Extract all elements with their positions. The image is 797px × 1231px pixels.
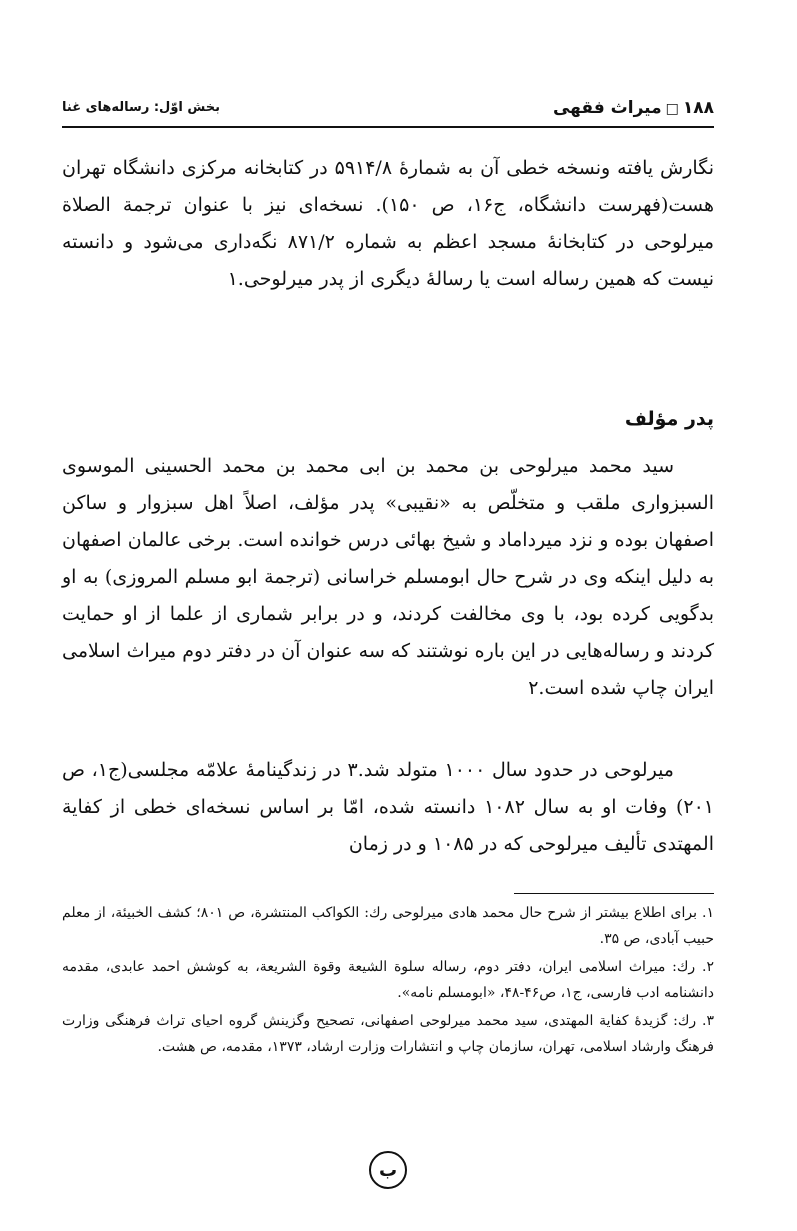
- paragraph-birth-death: میرلوحی در حدود سال ۱۰۰۰ متولد شد.۳ در زندگینامهٔ علامّه مجلسی(ج۱، ص ۲۰۱) وفات او به سال ۱۰۸۲ دانسته شده، امّا بر اساس نسخه‌ای خطی از کفایة المهتدی تألیف میرلوحی که در ۱۰۸۵ و در زمان: [62, 759, 714, 855]
- footnotes: [62, 900, 714, 1062]
- paragraph-manuscript-info: نگارش یافته ونسخه خطی آن به شمارهٔ ۵۹۱۴/۸ در کتابخانه مرکزی دانشگاه تهران هست(فهرست دانشگاه، ج۱۶، ص ۱۵۰). نسخه‌ای نیز با عنوان ترجمة الصلاة میرلوحی در کتابخانهٔ مسجد اعظم به شماره ۸۷۱/۲ نگه‌داری می‌شود و دانسته نیست که همین رساله است یا رسالهٔ دیگری از پدر میرلوحی.۱: [62, 157, 714, 290]
- footnote-1: ۱. برای اطلاع بیشتر از شرح حال محمد هادی میرلوحی رك: الكواكب المنتشرة، ص ۸۰۱؛ كشف الخبيئة، از معلم حبیب آبادی، ص ۳۵.: [62, 905, 714, 947]
- separator-square: □: [665, 101, 679, 117]
- book-title: میراث فقهی: [552, 98, 662, 118]
- folio-letter: ب: [369, 1151, 407, 1189]
- footnote-divider: [514, 893, 714, 894]
- page-number: ۱۸۸: [682, 98, 714, 118]
- header-book-info: [553, 98, 714, 118]
- footnote-3: ۳. رك: گزیدهٔ کفایة المهتدی، سید محمد میرلوحی اصفهانی، تصحیح وگزینش گروه احیای تراث فرهنگی وزارت فرهنگ وارشاد اسلامی، تهران، سازمان چاپ و انتشارات وزارت ارشاد، ۱۳۷۳، مقدمه، ص هشت.: [62, 1013, 714, 1055]
- running-header: [62, 92, 714, 128]
- paragraph-father-biography: سید محمد میرلوحی بن محمد بن ابی محمد بن محمد الحسینی الموسوی السبزواری ملقب و متخلّص به «نقیبی» پدر مؤلف، اصلاً اهل سبزوار و ساکن اصفهان بوده و نزد میرداماد و شیخ بهائی درس خوانده است. برخی عالمان اصفهان به دلیل اینکه وی در شرح حال ابومسلم خراسانی (ترجمة ابو مسلم المروزی) به او بدگویی کرده بود، با وی مخالفت کردند، و در برابر شماری از علما از او حمایت کردند و رساله‌هایی در این باره نوشتند که سه عنوان آن در دفتر دوم میراث اسلامی ایران چاپ شده است.۲: [62, 455, 714, 699]
- section-title: بخش اوّل: رساله‌های غنا: [62, 100, 221, 115]
- footnote-2: ۲. رك: میراث اسلامی ایران، دفتر دوم، رساله سلوة الشیعة وقوة الشریعة، به کوشش احمد عابدی، مقدمه دانشنامه ادب فارسی، ج۱، ص۴۶-۴۸، «ابومسلم نامه».: [62, 959, 714, 1001]
- section-heading: پدر مؤلف: [624, 408, 714, 430]
- header-divider: [62, 126, 714, 128]
